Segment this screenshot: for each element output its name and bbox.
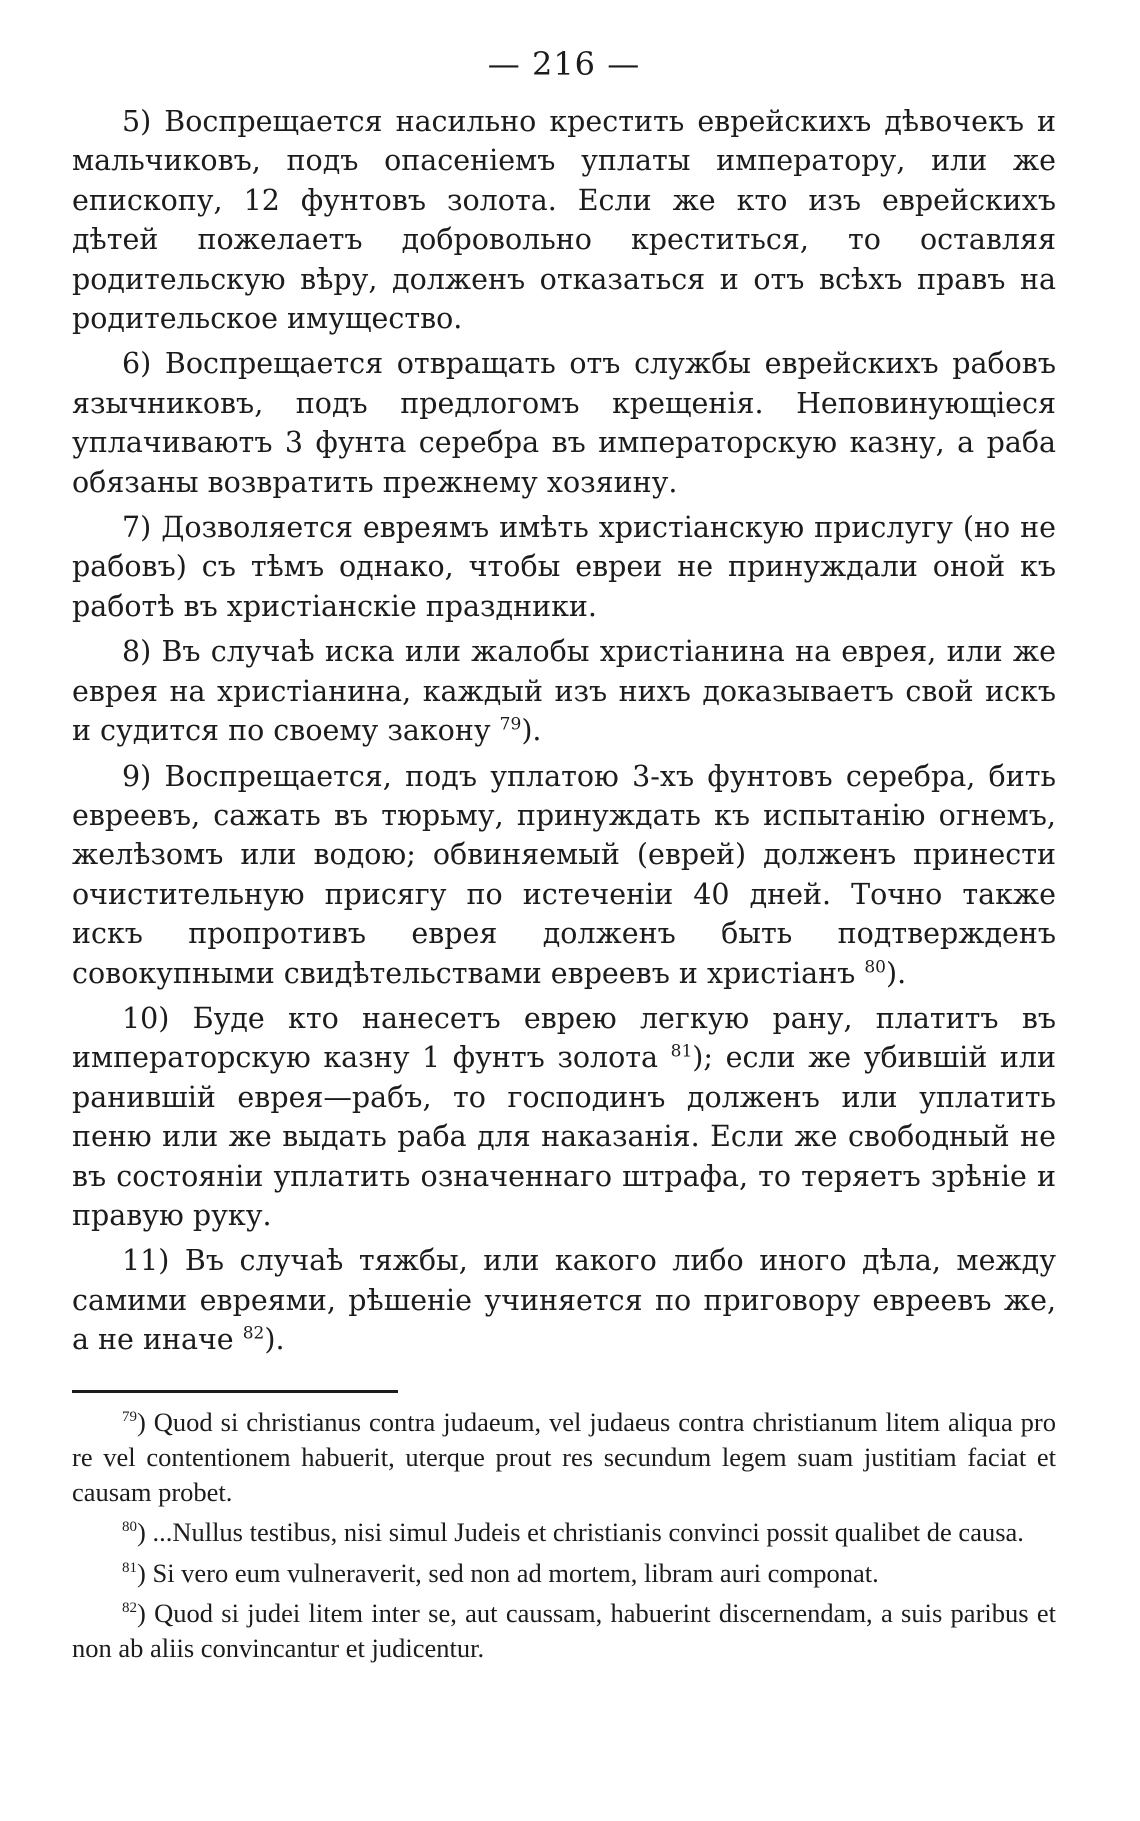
footnote-mark: 82 [122, 1600, 137, 1617]
paragraph-6 [72, 344, 1056, 502]
footnote-ref-80: 80 [864, 957, 886, 978]
paragraph-text: 11) Въ случаѣ тяжбы, или какого либо иного дѣла, между самими евреями, рѣшенiе учиняется по приговору евреевъ же, а не иначе [72, 1244, 1056, 1357]
paragraph-text: 8) Въ случаѣ иска или жалобы христiанина на еврея, или же еврея на христiанина, каждый изъ нихъ доказываетъ свой искъ и судится по своему закону [72, 635, 1056, 748]
footnote-82 [72, 1596, 1056, 1667]
page-number: — 216 — [487, 45, 641, 83]
paragraph-5 [72, 102, 1056, 338]
paragraph-text: 6) Воспрещается отвращать отъ службы еврейскихъ рабовъ язычниковъ, подъ предлогомъ крещенiя. Неповинующiеся уплачиваютъ 3 фунта серебра въ императорскую казну, а раба обязаны возвратить прежнему хозяину. [72, 347, 1056, 499]
footnotes [72, 1405, 1056, 1667]
paragraph-tail: ). [521, 714, 542, 748]
footnote-text: ) ...Nullus testibus, nisi simul Judeis et christianis convinci possit qualibet de causa. [137, 1517, 1024, 1548]
paragraph-11 [72, 1241, 1056, 1359]
footnote-ref-79: 79 [499, 714, 522, 735]
paragraph-9 [72, 757, 1056, 993]
paragraph-text: 10) Буде кто нанесетъ еврею легкую рану, платитъ въ императорскую казну 1 фунтъ золота [72, 1001, 1056, 1075]
footnote-text: ) Quod si judei litem inter se, aut caussam, habuerint discernendam, a suis paribus et non ab aliis convincantur et judicentur. [72, 1598, 1056, 1664]
paragraph-text: 5) Воспрещается насильно крестить еврейскихъ дѣвочекъ и мальчиковъ, подъ опасенiемъ уплаты императору, или же епископу, 12 фунтовъ золота. Если же кто изъ еврейскихъ дѣтей пожелаетъ добровольно креститься, то оставляя родительскую вѣру, долженъ отказаться и отъ всѣхъ правъ на родительское имущество. [72, 105, 1056, 336]
paragraph-8 [72, 632, 1056, 750]
footnote-mark: 79 [122, 1408, 137, 1425]
footnote-81 [72, 1556, 1056, 1591]
footnote-text: ) Si vero eum vulneraverit, sed non ad mortem, libram auri componat. [137, 1557, 879, 1588]
paragraph-tail: ). [264, 1323, 285, 1357]
paragraph-text: 7) Дозволяется евреямъ имѣть христiанскую прислугу (но не рабовъ) съ тѣмъ однако, чтобы евреи не принуждали оной къ работѣ въ христiанскiе праздники. [72, 511, 1056, 623]
footnote-80 [72, 1515, 1056, 1550]
paragraph-10 [72, 999, 1056, 1235]
paragraph-tail: ). [885, 956, 907, 990]
footnote-mark: 81 [122, 1559, 137, 1576]
main-text [72, 102, 1056, 1360]
footnote-79 [72, 1405, 1056, 1511]
footnote-ref-81: 81 [670, 1041, 693, 1062]
footnote-ref-82: 82 [242, 1323, 265, 1344]
footnote-mark: 80 [122, 1519, 137, 1536]
paragraph-7 [72, 508, 1056, 626]
paragraph-text: 9) Воспрещается, подъ уплатою 3-хъ фунтовъ серебра, бить евреевъ, сажать въ тюрьму, принуждать къ испытанiю огнемъ, желѣзомъ или водою; обвиняемый (еврей) долженъ принести очистительную присягу по истеченiи 40 дней. Точно также искъ пропротивъ еврея долженъ быть подтвержденъ совокупными свидѣтельствами евреевъ и христiанъ [72, 759, 1056, 990]
paragraph-tail: ); если же убившiй или ранившiй еврея—рабъ, то господинъ долженъ или уплатить пеню или же выдать раба для наказанiя. Если же свободный не въ состоянiи уплатить означеннаго штрафа, то теряетъ зрѣнiе и правую руку. [72, 1041, 1057, 1232]
footnote-text: ) Quod si christianus contra judaeum, vel judaeus contra christianum litem aliqua pro re vel contentionem habuerit, uterque prout res secundum legem suam justitiam faciat et causam probet. [72, 1406, 1056, 1508]
book-page [72, 44, 1056, 1672]
footnote-divider [72, 1390, 398, 1393]
